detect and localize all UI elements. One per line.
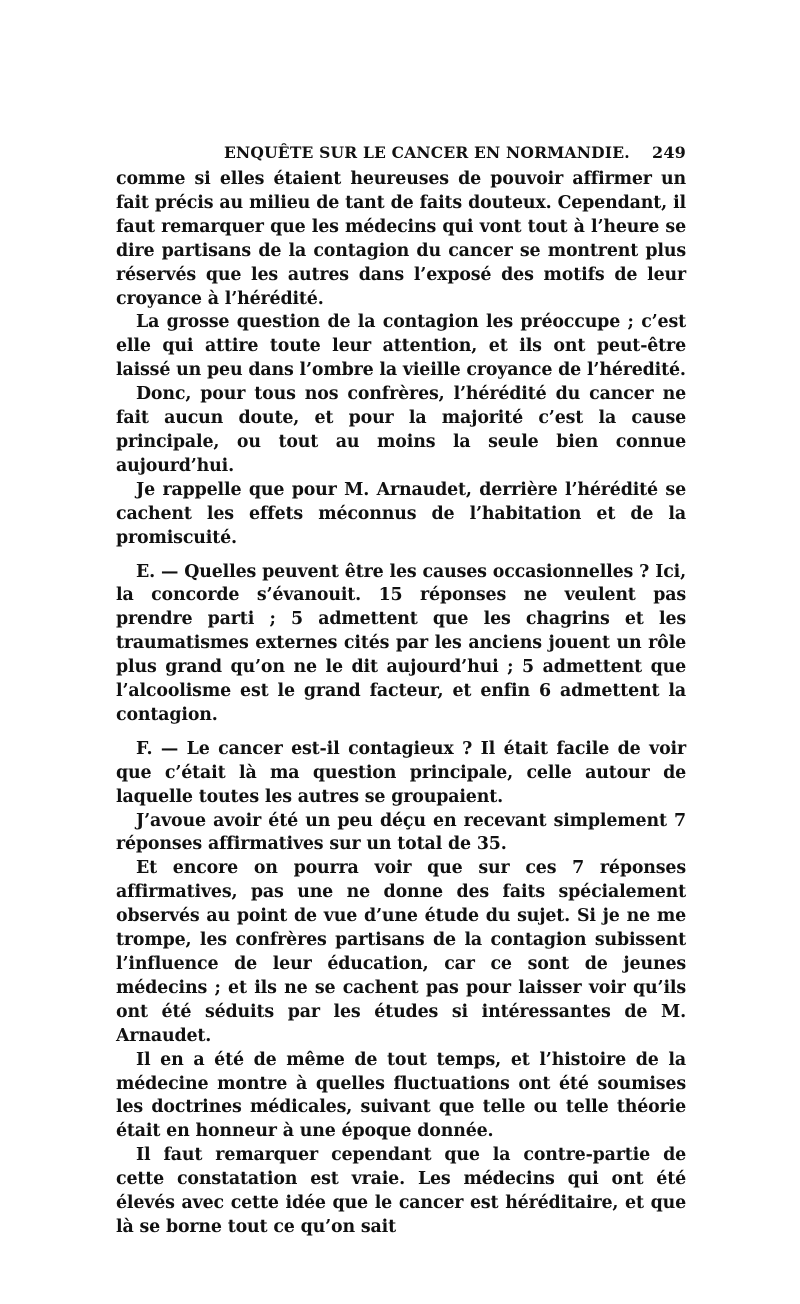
paragraph: Il faut remarquer cependant que la contre-partie de cette constatation est vraie. Les médecins qui ont été élevés avec cette idée que le cancer est héréditaire, et que là se borne tout ce qu’on sait xyxy=(116,1145,686,1237)
paragraph: comme si elles étaient heureuses de pouvoir affirmer un fait précis au milieu de tant de faits douteux. Cependant, il faut remarquer que les médecins qui vont tout à l’heure se dire partisans de la contagion du cancer se montrent plus réservés que les autres dans l’exposé des motifs de leur croyance à l’hérédité. xyxy=(116,169,686,309)
paragraph: Donc, pour tous nos confrères, l’hérédité du cancer ne fait aucun doute, et pour la majorité c’est la cause principale, ou tout au moins la seule bien connue aujourd’hui. xyxy=(116,384,686,476)
running-head xyxy=(116,143,686,162)
page-number: 249 xyxy=(652,143,686,162)
paragraph-section-e: E. — Quelles peuvent être les causes occasionnelles ? Ici, la concorde s’évanouit. 15 réponses ne veulent pas prendre parti ; 5 admettent que les chagrins et les traumatismes externes cités par les anciens jouent un rôle plus grand qu’on ne le dit aujourd’hui ; 5 admettent que l’alcoolisme est le grand facteur, et enfin 6 admettent la contagion. xyxy=(116,561,686,725)
running-title: ENQUÊTE SUR LE CANCER EN NORMANDIE. xyxy=(224,143,630,162)
body-text xyxy=(116,168,686,1240)
paragraph: Il en a été de même de tout temps, et l’histoire de la médecine montre à quelles fluctuations ont été soumises les doctrines médicales, suivant que telle ou telle théorie était en honneur à une époque donnée. xyxy=(116,1049,686,1142)
paragraph: La grosse question de la contagion les préoccupe ; c’est elle qui attire toute leur attention, et ils ont peut-être laissé un peu dans l’ombre la vieille croyance de l’héredité. xyxy=(116,312,686,381)
paragraph: Et encore on pourra voir que sur ces 7 réponses affirmatives, pas une ne donne des faits spécialement observés au point de vue d’une étude du sujet. Si je ne me trompe, les confrères partisans de la contagion subissent l’influence de leur éducation, car ce sont de jeunes médecins ; et ils ne se cachent pas pour laisser voir qu’ils ont été séduits par les études si intéressantes de M. Arnaudet. xyxy=(116,858,686,1046)
paragraph: J’avoue avoir été un peu déçu en recevant simplement 7 réponses affirmatives sur un total de 35. xyxy=(116,810,686,855)
paragraph: Je rappelle que pour M. Arnaudet, derrière l’hérédité se cachent les effets méconnus de l’habitation et de la promiscuité. xyxy=(116,479,686,548)
book-page xyxy=(116,143,686,1240)
paragraph-section-f: F. — Le cancer est-il contagieux ? Il était facile de voir que c’était là ma question principale, celle autour de laquelle toutes les autres se groupaient. xyxy=(116,738,686,807)
